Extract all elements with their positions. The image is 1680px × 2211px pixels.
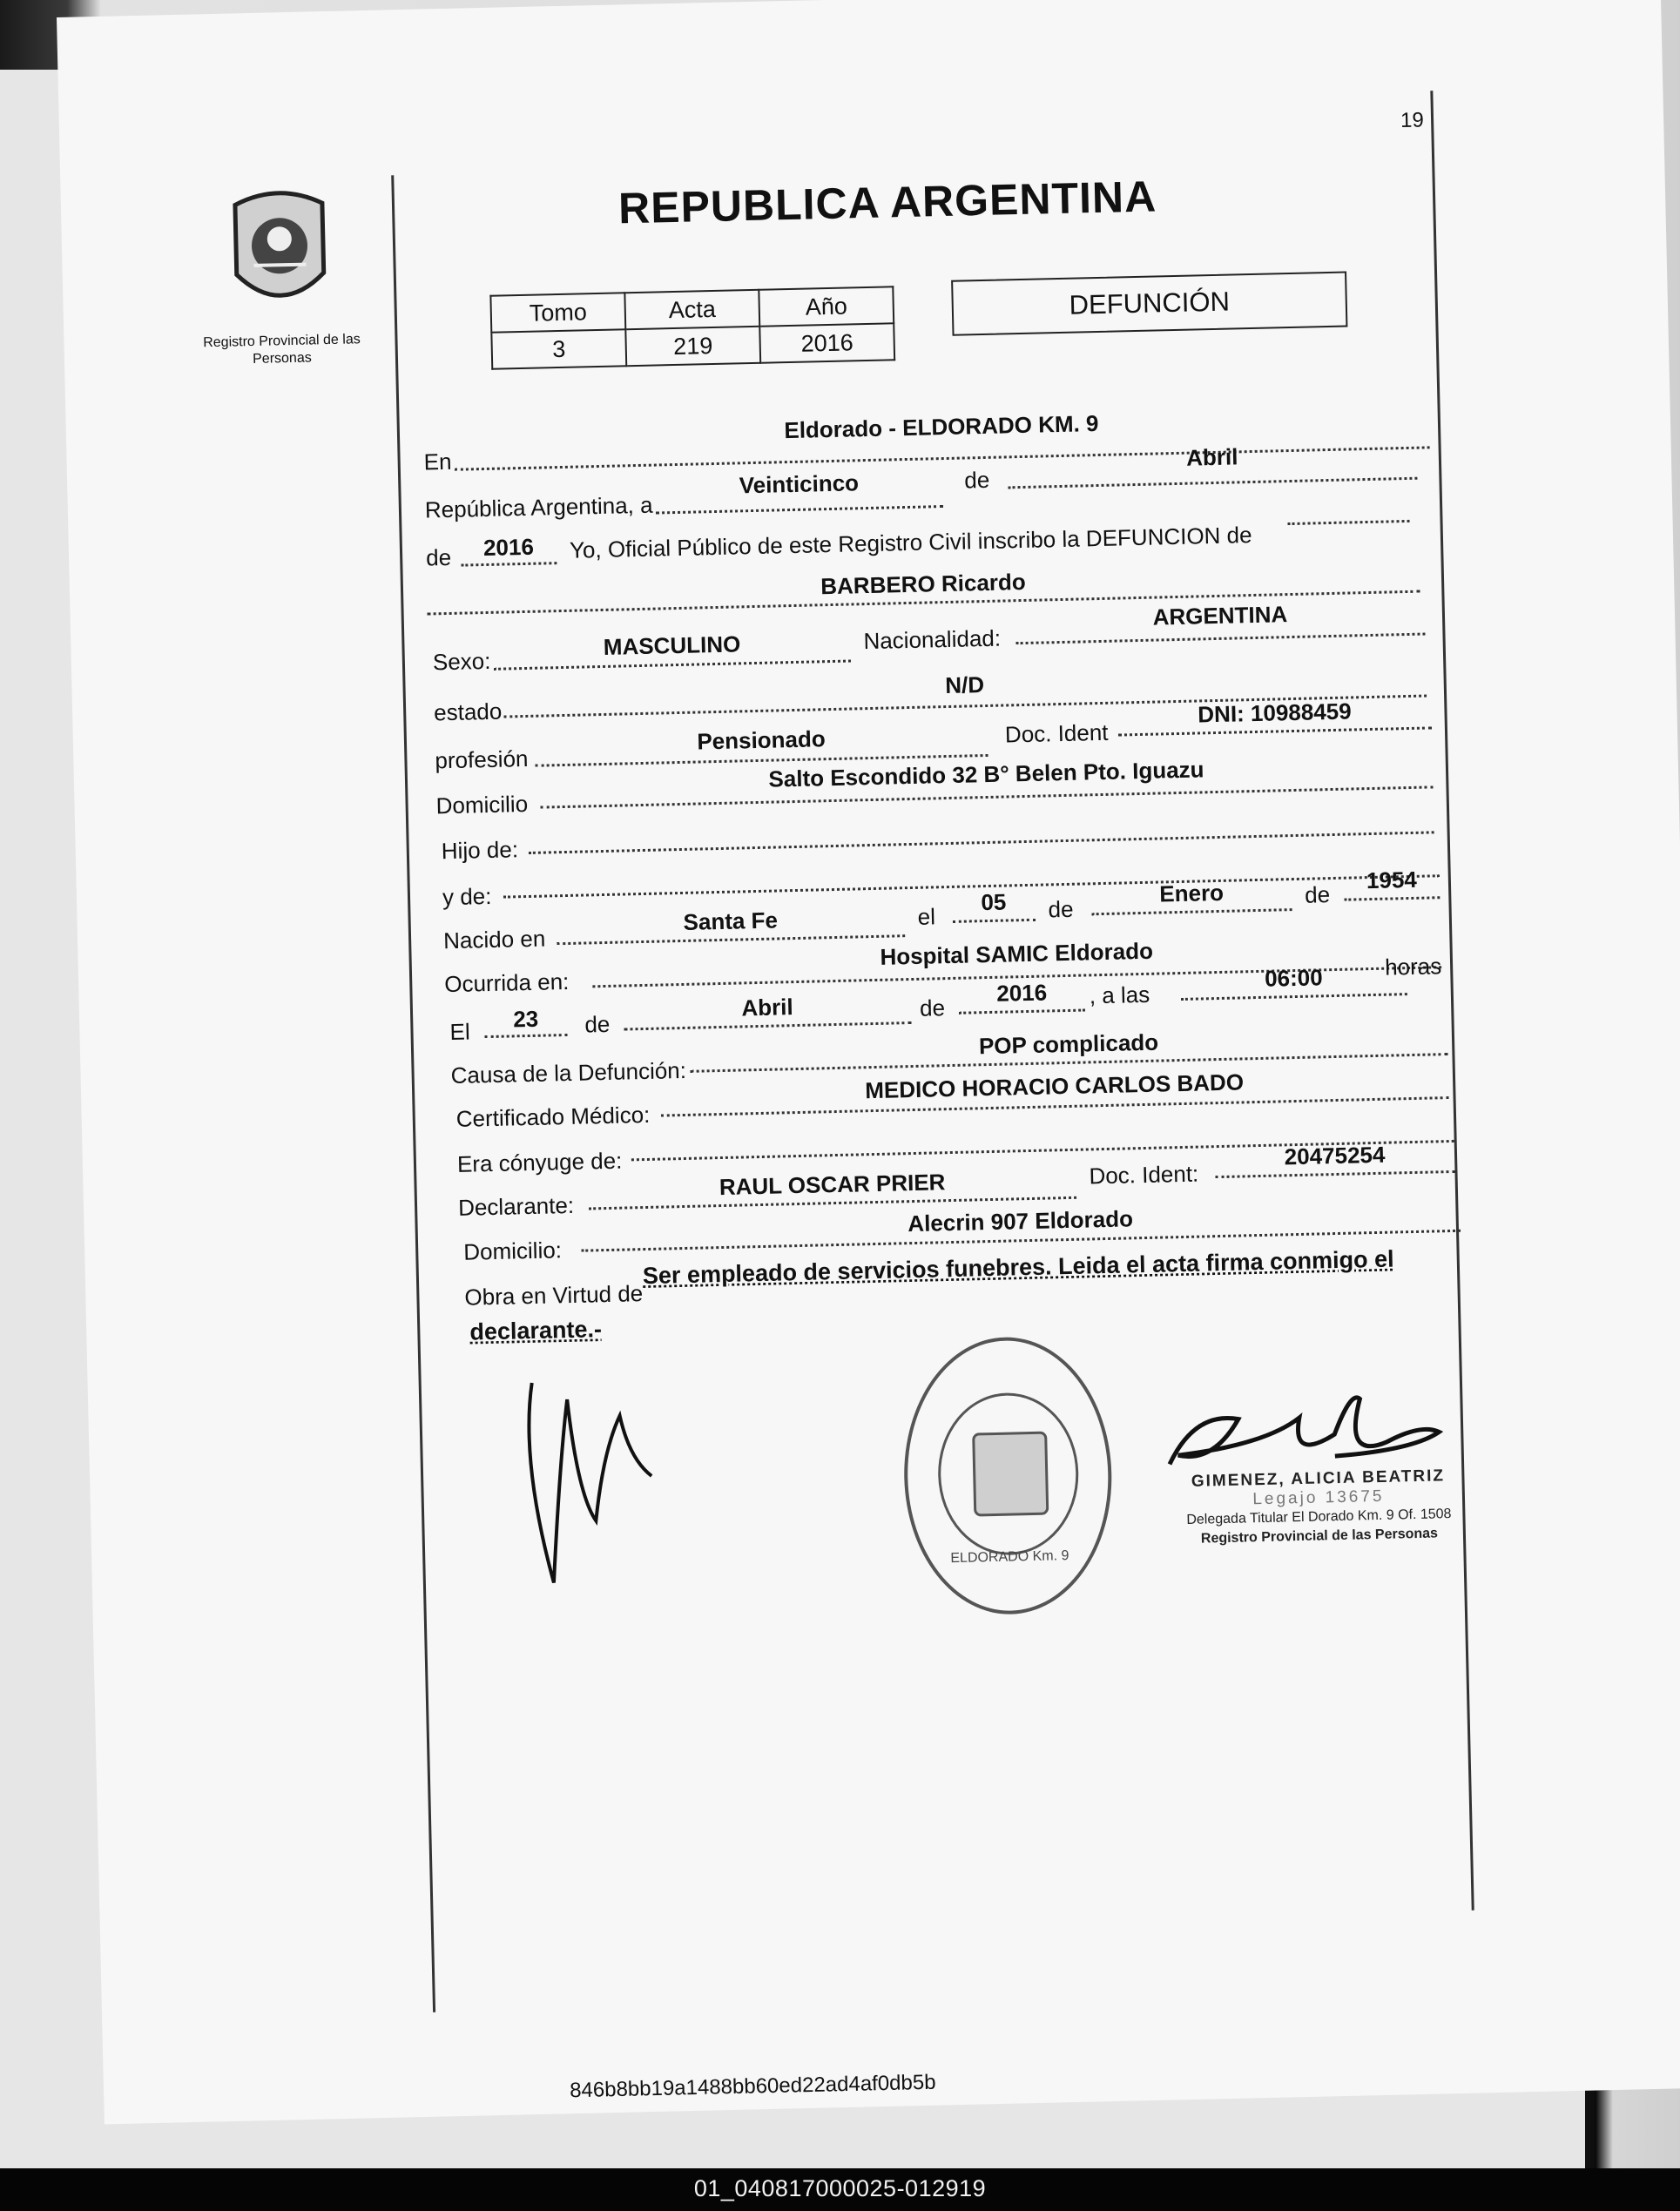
birth-day-value: 05 [981, 888, 1007, 916]
official-org: Registro Provincial de las Personas [1200, 1526, 1439, 1547]
nacido-value: Santa Fe [683, 907, 779, 935]
table-value-tomo: 3 [491, 329, 626, 368]
document-page [57, 0, 1680, 2124]
y-de-label: y de: [442, 882, 492, 911]
sexo-label: Sexo: [432, 647, 491, 676]
profesion-label: profesión [435, 745, 529, 774]
official-stamp [901, 1335, 1115, 1616]
table-value-ano: 2016 [759, 323, 894, 362]
page-number: 19 [1400, 108, 1425, 133]
bottom-id-text: 01_040817000025-012919 [693, 2175, 987, 2201]
death-year-value: 2016 [995, 979, 1048, 1007]
de-label-3: de [1304, 881, 1331, 908]
right-margin-line [1430, 91, 1474, 1911]
death-time-value: 06:00 [1264, 964, 1323, 992]
alas-label: , a las [1089, 981, 1150, 1009]
statement-text: Yo, Oficial Público de este Registro Civil inscribo la DEFUNCION de [569, 522, 1252, 563]
birth-year-value: 1954 [1366, 866, 1418, 894]
obra-value-line2: declarante.- [469, 1316, 603, 1345]
de-label-2: de [1048, 895, 1074, 923]
nacionalidad-label: Nacionalidad: [863, 624, 1002, 655]
doc-value: DNI: 10988459 [1197, 698, 1352, 728]
birth-month-value: Enero [1158, 879, 1225, 907]
hijo-label: Hijo de: [441, 836, 519, 865]
domicilio-value: Salto Escondido 32 B° Belen Pto. Iguazu [768, 756, 1204, 792]
day-text-value: Veinticinco [739, 469, 860, 499]
deceased-name-value: BARBERO Ricardo [820, 568, 1027, 600]
ocurrida-value: Hospital SAMIC Eldorado [880, 937, 1154, 970]
year-prefix-label: de [425, 543, 452, 571]
table-header-tomo: Tomo [490, 293, 625, 332]
domicilio2-label: Domicilio: [462, 1237, 563, 1265]
causa-value: POP complicado [978, 1028, 1159, 1060]
declarante-value: RAUL OSCAR PRIER [719, 1169, 946, 1201]
sexo-value: MASCULINO [603, 630, 741, 660]
causa-label: Causa de la Defunción: [450, 1056, 687, 1089]
declarant-signature [514, 1363, 667, 1593]
official-name: GIMENEZ, ALICIA BEATRIZ [1191, 1466, 1446, 1491]
page-title: REPUBLICA ARGENTINA [617, 172, 1157, 233]
certificado-label: Certificado Médico: [455, 1101, 651, 1132]
doc-ident-value: 20475254 [1284, 1141, 1386, 1170]
record-table [489, 286, 895, 370]
horas-label: horas [1384, 953, 1442, 981]
obra-value: Ser empleado de servicios funebres. Leida el acta firma conmigo el [642, 1245, 1394, 1290]
ocurrida-label: Ocurrida en: [443, 967, 570, 998]
official-signature-block [1161, 1466, 1476, 1549]
table-header-acta: Acta [624, 290, 759, 329]
doc-ident-label: Doc. Ident: [1089, 1160, 1199, 1190]
document-hash: 846b8bb19a1488bb60ed22ad4af0db5b [569, 2070, 936, 2103]
profesion-value: Pensionado [697, 725, 827, 755]
year-value: 2016 [482, 533, 535, 562]
de-label-5: de [919, 994, 946, 1021]
official-title: Delegada Titular El Dorado Km. 9 Of. 1508 [1186, 1507, 1452, 1528]
de-label: de [963, 466, 990, 494]
conyuge-label: Era cónyuge de: [456, 1147, 623, 1177]
el-date-label: El [449, 1018, 471, 1046]
en-label: En [423, 448, 452, 475]
table-header-ano: Año [759, 286, 894, 326]
month-value: Abril [1185, 443, 1238, 471]
place-value: Eldorado - ELDORADO KM. 9 [784, 409, 1099, 444]
el-label: el [917, 903, 936, 930]
estado-label: estado [433, 698, 503, 726]
nacionalidad-value: ARGENTINA [1152, 601, 1288, 630]
death-day-value: 23 [512, 1005, 539, 1033]
registry-label: Registro Provincial de las Personas [203, 332, 361, 367]
nacido-label: Nacido en [442, 925, 546, 954]
domicilio-label: Domicilio [435, 790, 529, 819]
record-type-box: DEFUNCIÓN [951, 271, 1347, 335]
doc-label: Doc. Ident [1004, 718, 1109, 748]
bottom-id-strip [0, 2168, 1680, 2211]
domicilio2-value: Alecrin 907 Eldorado [907, 1205, 1134, 1237]
republica-label: República Argentina, a [424, 491, 653, 523]
obra-label: Obra en Virtud de [464, 1280, 644, 1311]
province-seal-icon [226, 185, 333, 319]
estado-value: N/D [944, 671, 985, 699]
declarante-label: Declarante: [457, 1191, 575, 1221]
de-label-4: de [584, 1010, 611, 1038]
stamp-inner-text: ELDORADO Km. 9 [950, 1548, 1069, 1567]
table-value-acta: 219 [625, 327, 760, 366]
certificado-value: MEDICO HORACIO CARLOS BADO [864, 1068, 1245, 1104]
stamp-emblem-icon [972, 1432, 1049, 1517]
official-legajo: Legajo 13675 [1252, 1486, 1385, 1509]
death-month-value: Abril [741, 994, 793, 1021]
